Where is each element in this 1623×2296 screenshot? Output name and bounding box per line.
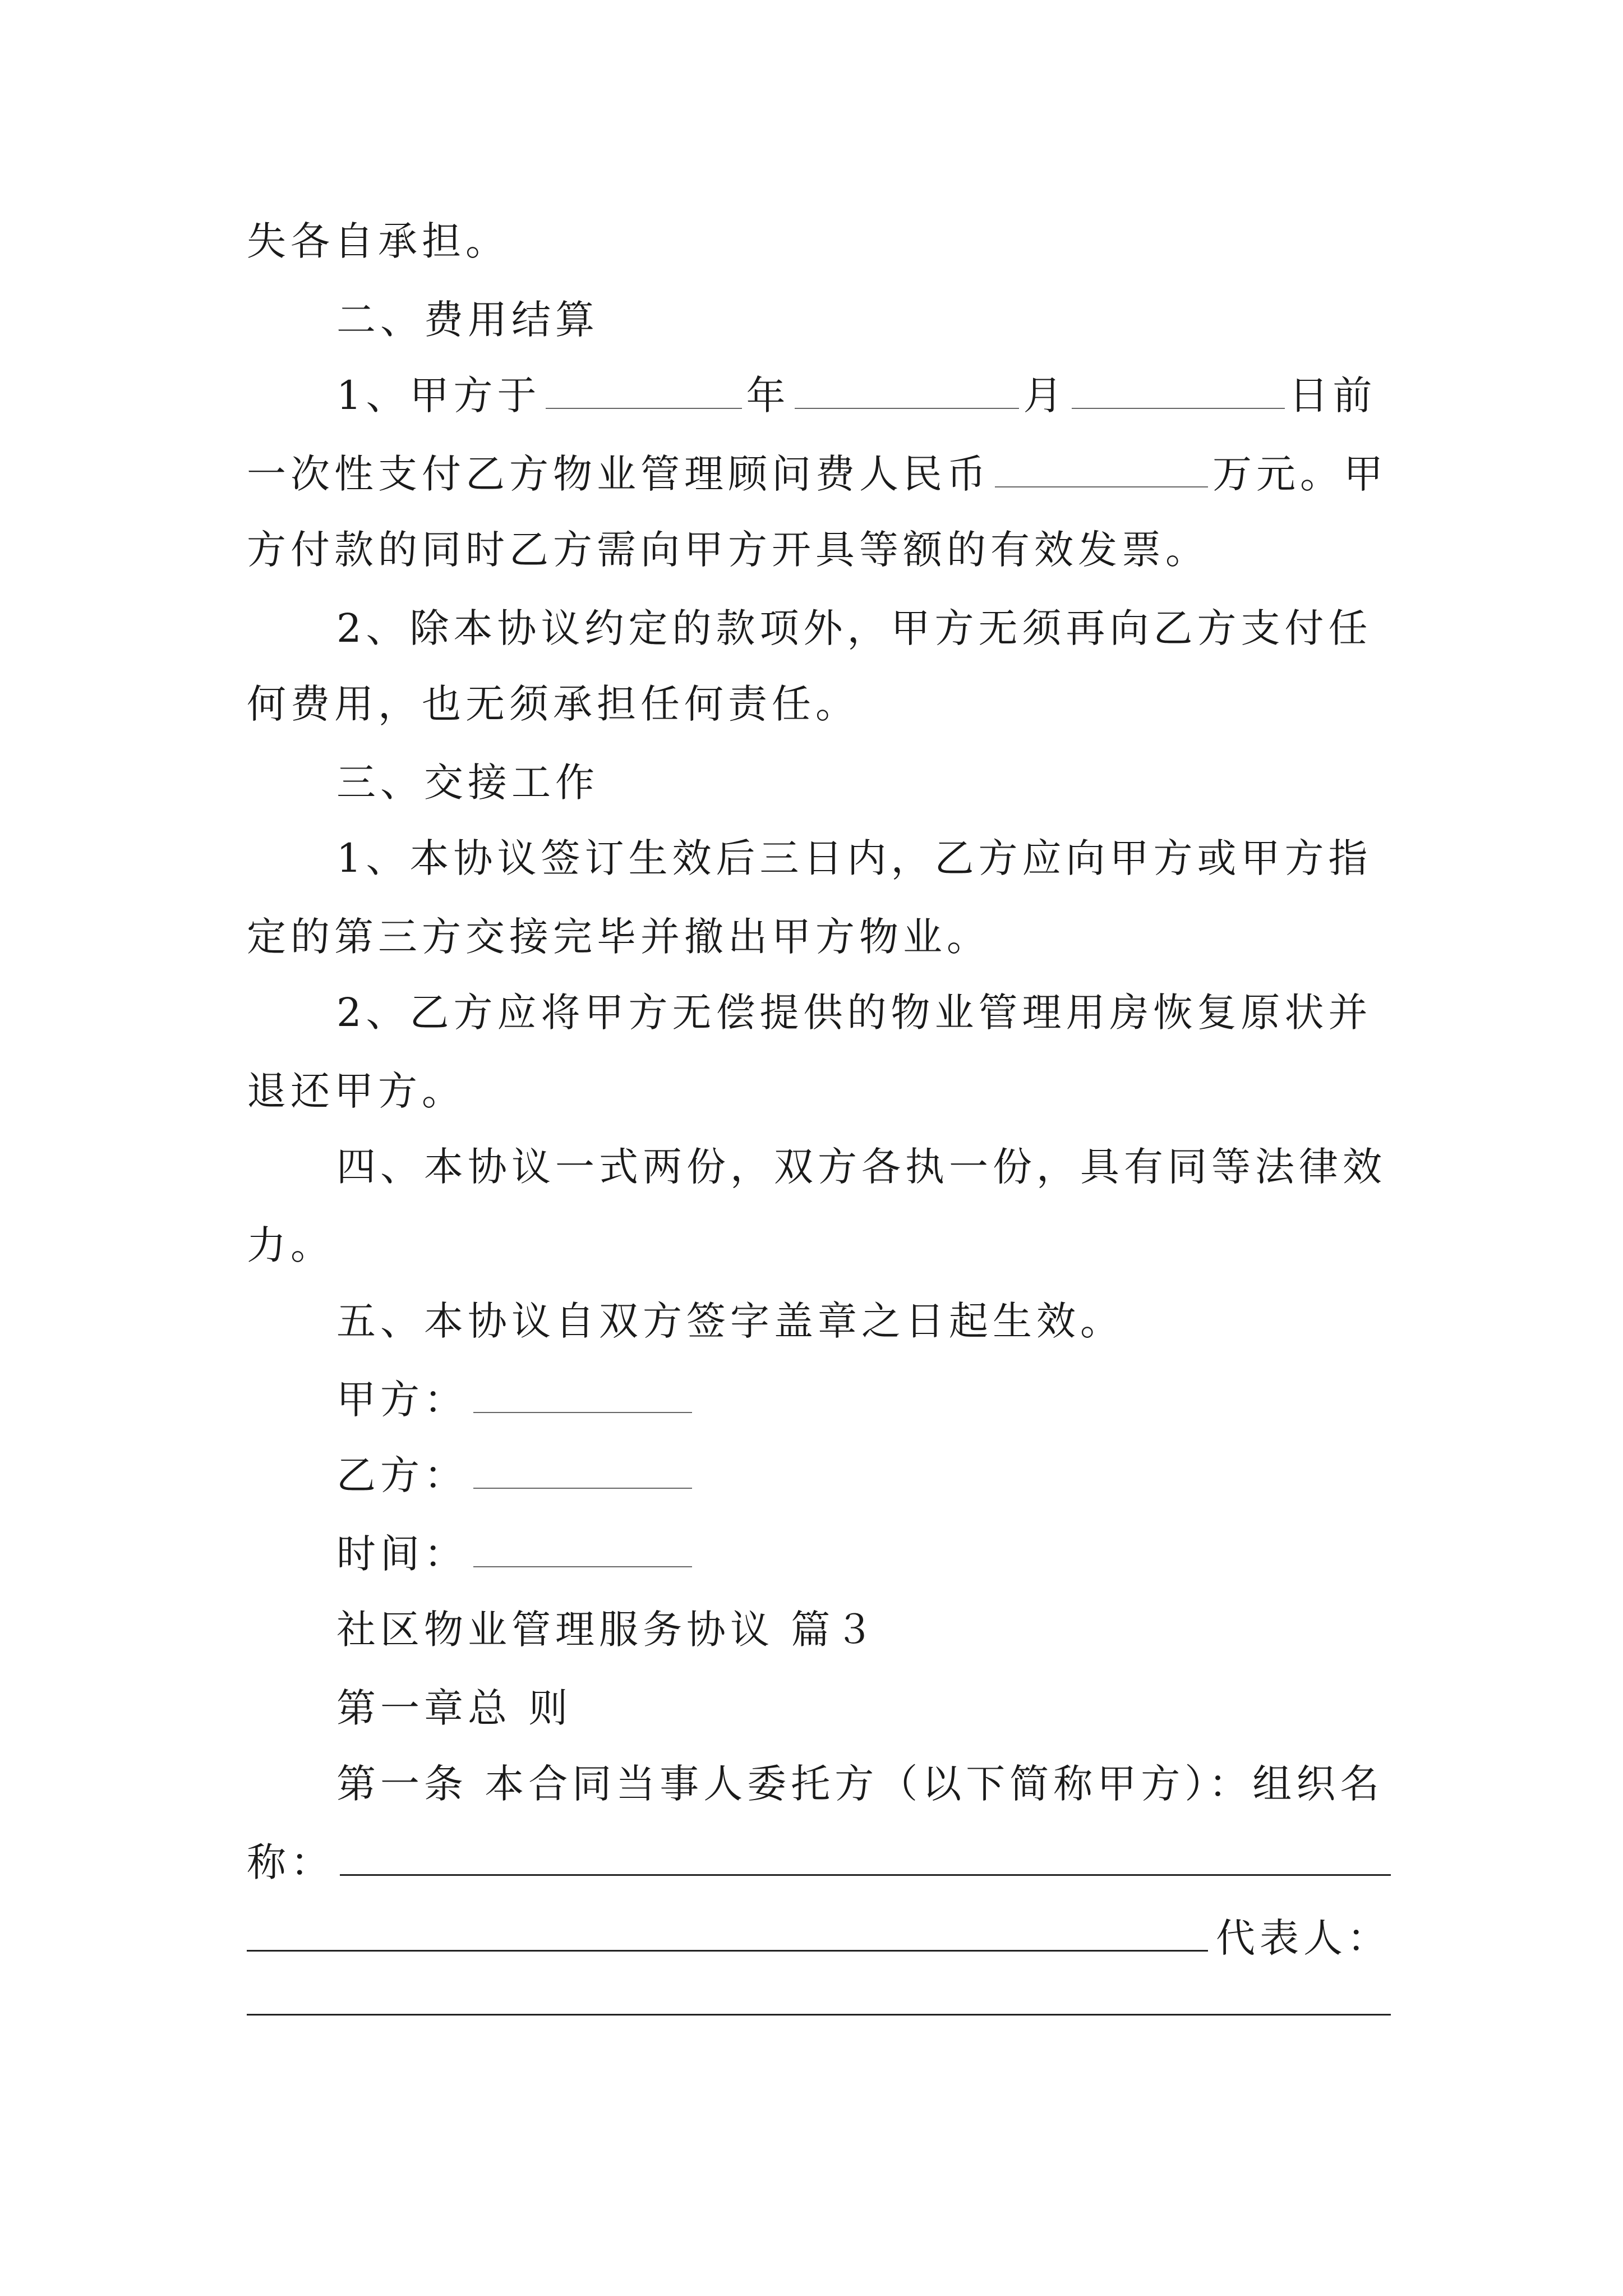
text-fragment: 月 xyxy=(1023,372,1067,418)
text-fragment: 年 xyxy=(746,372,790,418)
blank-representative xyxy=(247,2014,1391,2016)
text-line-fee xyxy=(247,443,1391,505)
text-line: 2、乙方应将甲方无偿提供的物业管理用房恢复原状并 xyxy=(336,990,1372,1036)
blank-org-name-cont xyxy=(247,1915,1208,1952)
blank-day xyxy=(1072,374,1285,409)
blank-month xyxy=(795,374,1019,409)
label-party-a: 甲方： xyxy=(336,1377,468,1423)
blank-party-a xyxy=(473,1378,692,1413)
document-title: 社区物业管理服务协议 篇３ xyxy=(336,1607,879,1653)
text-line-org-name xyxy=(247,1832,1391,1893)
chapter-heading: 第一章总 则 xyxy=(336,1685,573,1731)
blank-org-name xyxy=(340,1839,1391,1876)
text-line: 五、本协议自双方签字盖章之日起生效。 xyxy=(336,1298,1124,1344)
text-line-payment-date xyxy=(336,365,1391,426)
text-line: 1、本协议签订生效后三日内，乙方应向甲方或甲方指 xyxy=(336,835,1372,881)
text-line: 四、本协议一式两份，双方各执一份，具有同等法律效 xyxy=(336,1144,1386,1190)
text-line: 何费用，也无须承担任何责任。 xyxy=(247,681,859,727)
text-fragment: 日前 xyxy=(1289,372,1377,418)
label-org-name: 称： xyxy=(247,1839,334,1885)
blank-amount xyxy=(995,453,1208,487)
label-party-b: 乙方： xyxy=(336,1452,468,1498)
label-date: 时间： xyxy=(336,1531,468,1577)
text-line-representative xyxy=(247,1907,1391,1969)
text-line: 退还甲方。 xyxy=(247,1068,465,1114)
text-fragment: 1、甲方于 xyxy=(336,372,541,418)
label-representative: 代表人： xyxy=(1216,1915,1391,1961)
text-line: 力。 xyxy=(247,1222,334,1268)
text-fragment: 万元。甲 xyxy=(1212,451,1387,497)
blank-party-b xyxy=(473,1454,692,1489)
section-heading: 二、费用结算 xyxy=(336,297,599,343)
blank-date xyxy=(473,1533,692,1567)
text-line: 方付款的同时乙方需向甲方开具等额的有效发票。 xyxy=(247,527,1209,573)
text-line: 2、除本协议约定的款项外，甲方无须再向乙方支付任 xyxy=(336,605,1372,651)
signature-line-date xyxy=(336,1523,1391,1585)
text-line: 第一条 本合同当事人委托方（以下简称甲方）：组织名 xyxy=(336,1761,1384,1807)
signature-line-party-a xyxy=(336,1369,1391,1430)
signature-line-party-b xyxy=(336,1444,1391,1506)
text-line: 定的第三方交接完毕并撤出甲方物业。 xyxy=(247,914,990,960)
text-fragment: 一次性支付乙方物业管理顾问费人民币 xyxy=(247,451,990,497)
section-heading: 三、交接工作 xyxy=(336,760,599,806)
blank-year xyxy=(546,374,742,409)
text-line: 失各自承担。 xyxy=(247,218,509,264)
